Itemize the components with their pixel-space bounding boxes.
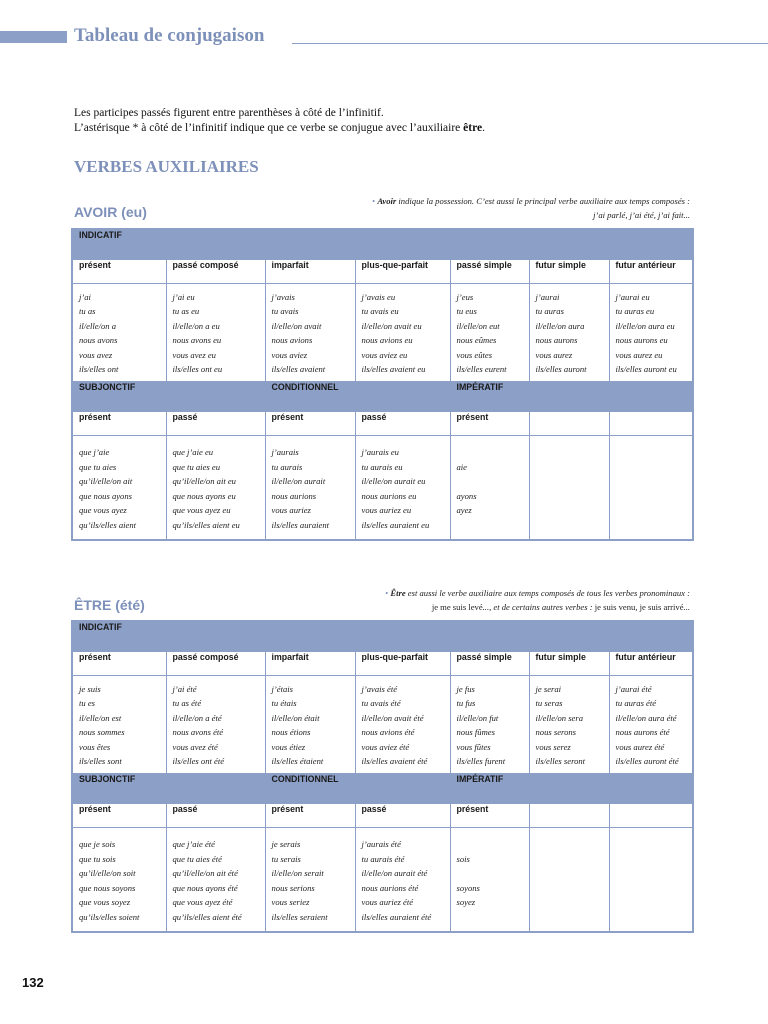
tense-label: passé composé [166,259,265,283]
tense-label: passé [355,804,450,828]
conjugated-form: que nous soyons [79,882,136,893]
tense-label: imparfait [265,259,355,283]
conjugated-form: j’ai [79,291,91,302]
conjugated-form: il/elle/on aura [535,320,585,331]
empty-cell [609,382,693,412]
conjugated-form: tu aurais eu [361,461,403,472]
tense-label: passé [355,412,450,436]
conjugated-form: vous avez été [172,741,218,752]
conjugated-form: nous aurons [535,335,578,346]
conjugated-form: il/elle/on a été [172,712,222,723]
conjugated-form: qu’ils/elles soient [79,912,140,923]
conjugated-form: que tu aies eu [172,461,220,472]
conjugated-form: que nous ayons eu [172,490,236,501]
conjugated-form: que vous ayez eu [172,505,231,516]
conjugated-form: nous aurons été [615,727,670,738]
forms-cell [166,675,265,774]
conjugated-form: que vous ayez été [172,897,233,908]
conjugated-form: il/elle/on aurait eu [361,476,426,487]
tense-label: imparfait [265,651,355,675]
forms-cell [609,675,693,774]
conjugated-form: qu’il/elle/on soit [79,868,136,879]
conjugated-form: ils/elles avaient été [361,756,428,767]
conjugated-form: que j’aie eu [172,447,214,458]
tense-label: futur simple [529,259,609,283]
conjugated-form: que j’aie [79,447,110,458]
avoir-note-bold: Avoir [377,196,397,206]
conjugated-form: nous avons été [172,727,224,738]
conjugated-form: tu étais [271,698,297,709]
forms-cell [529,675,609,774]
forms-cell [72,675,166,774]
empty-cell [529,828,609,932]
conjugated-form: aie [456,461,467,472]
conjugated-form: tu avais [271,306,299,317]
conjugated-form: que vous soyez [79,897,131,908]
intro-line-2-end: . [482,122,485,134]
tense-label: présent [450,412,529,436]
conjugated-form: tu aurais été [361,853,405,864]
conjugated-form: ils/elles sont [79,756,122,767]
forms-cell [450,436,529,540]
etre-note-bold: Être [390,588,406,598]
conjugated-form: ils/elles avaient [271,364,326,375]
forms-row [72,828,693,932]
conjugated-form: tu seras [535,698,563,709]
conjugated-form: il/elle/on avait été [361,712,424,723]
conjugated-form: que je sois [79,839,116,850]
conjugated-form: vous auriez été [361,897,414,908]
forms-cell [72,283,166,382]
conjugated-form: ils/elles étaient [271,756,324,767]
forms-row [72,283,693,382]
conjugated-form: tu fus [456,698,476,709]
conjugated-form: vous aurez [535,349,573,360]
header-rule [292,43,768,44]
conjugated-form: que tu sois [79,853,116,864]
forms-cell [355,675,450,774]
empty-cell [529,382,609,412]
conjugated-form: nous sommes [79,727,125,738]
forms-cell [72,828,166,932]
conjugated-form: sois [456,853,470,864]
etre-note-example-1: je me suis levé [431,602,483,612]
conjugated-form: tu as [79,306,96,317]
conjugation-table-etre [71,620,694,933]
conjugated-form: j’étais [271,683,293,694]
tense-label: présent [265,804,355,828]
conjugated-form: j’aurai eu [615,291,650,302]
conjugated-form: ils/elles auraient eu [361,520,430,531]
forms-cell [166,436,265,540]
conjugated-form: nous avions été [361,727,415,738]
conjugated-form: qu’il/elle/on ait [79,476,133,487]
conjugated-form: que nous ayons été [172,882,238,893]
avoir-note [372,194,690,222]
conjugated-form: nous fûmes [456,727,495,738]
empty-cell [609,436,693,540]
forms-cell [166,283,265,382]
avoir-note-text: indique la possession. C’est aussi le principal verbe auxiliaire aux temps composés : [396,196,690,206]
tense-label: passé simple [450,651,529,675]
conjugated-form: il/elle/on a eu [172,320,220,331]
forms-cell [265,283,355,382]
etre-note-example-2: je suis venu, je suis arrivé [594,602,684,612]
conjugated-form: tu auras eu [615,306,655,317]
conjugated-form: vous serez [535,741,571,752]
conjugated-form [457,910,525,925]
conjugated-form: que vous ayez [79,505,127,516]
group-header-row [72,621,693,651]
conjugation-table-avoir [71,228,694,541]
conjugated-form: tu as eu [172,306,200,317]
conjugated-form: j’aurais été [361,839,401,850]
conjugated-form: j’ai été [172,683,197,694]
conjugated-form: nous avions [271,335,313,346]
conjugated-form: je serai [535,683,562,694]
conjugated-form: tu aurais [271,461,303,472]
conjugated-form: j’ai eu [172,291,195,302]
group-header-row [72,229,693,259]
group-header-row [72,774,693,804]
forms-cell [355,283,450,382]
tense-label: futur simple [529,651,609,675]
empty-cell [609,804,693,828]
empty-cell [609,412,693,436]
conjugated-form: il/elle/on a [79,320,116,331]
tense-header-row [72,412,693,436]
conjugated-form: je serais [271,839,301,850]
tense-header-row [72,259,693,283]
conjugated-form: tu es [79,698,95,709]
conjugated-form [457,474,525,489]
forms-cell [72,436,166,540]
conjugated-form: qu’il/elle/on ait eu [172,476,236,487]
tense-label: présent [72,804,166,828]
conjugated-form: il/elle/on avait eu [361,320,422,331]
conjugated-form: il/elle/on aura été [615,712,677,723]
conjugated-form: nous eûmes [456,335,497,346]
tense-label: futur antérieur [609,651,693,675]
conjugated-form: vous auriez [271,505,311,516]
conjugated-form: tu as été [172,698,202,709]
conjugated-form: ayez [456,505,472,516]
conjugated-form: ils/elles furent [456,756,506,767]
conjugated-form: ils/elles seraient [271,912,328,923]
conjugated-form: ils/elles ont eu [172,364,223,375]
conjugated-form: j’aurai été [615,683,652,694]
conjugated-form: il/elle/on fut [456,712,499,723]
etre-note-line-1 [385,586,690,600]
conjugated-form: il/elle/on est [79,712,122,723]
etre-note-text: est aussi le verbe auxiliaire aux temps composés de tous les verbes pronominaux : [405,588,690,598]
tense-label: présent [72,412,166,436]
conjugated-form: vous aurez été [615,741,665,752]
conjugated-form: soyons [456,882,480,893]
forms-row [72,436,693,540]
conjugated-form: ils/elles auraient [271,520,330,531]
conjugated-form: ils/elles auront été [615,756,679,767]
conjugated-form: nous avions eu [361,335,413,346]
conjugated-form: ils/elles ont [79,364,119,375]
forms-row [72,675,693,774]
forms-cell [265,828,355,932]
group-header-row [72,382,693,412]
section-title: VERBES AUXILIAIRES [74,157,259,176]
forms-cell [450,283,529,382]
tense-label: passé composé [166,651,265,675]
conjugated-form: que tu aies été [172,853,222,864]
group-header-subjonctif: SUBJONCTIF [72,774,265,804]
conjugated-form: ils/elles ont été [172,756,225,767]
etre-note-text-2: ..., et de certains autres verbes : [482,602,595,612]
forms-cell [609,283,693,382]
conjugated-form: tu auras été [615,698,657,709]
conjugated-form: il/elle/on aura eu [615,320,675,331]
tense-header-row [72,804,693,828]
conjugated-form: ils/elles seront [535,756,586,767]
conjugated-form: vous aviez [271,349,308,360]
tense-label: plus-que-parfait [355,259,450,283]
conjugated-form: vous fûtes [456,741,491,752]
forms-cell [265,675,355,774]
conjugated-form: j’avais eu [361,291,396,302]
tense-label: présent [265,412,355,436]
conjugated-form: tu avais eu [361,306,399,317]
conjugated-form: nous aurions [271,490,317,501]
conjugated-form: j’aurais eu [361,447,399,458]
forms-cell [265,436,355,540]
empty-cell [609,774,693,804]
conjugated-form: nous avons eu [172,335,222,346]
avoir-note-examples: j’ai parlé, j’ai été, j’ai fait... [593,210,690,220]
tense-header-row [72,651,693,675]
tense-label: plus-que-parfait [355,651,450,675]
conjugated-form: ils/elles avaient eu [361,364,426,375]
verb-title-etre: ÊTRE (été) [74,597,145,613]
empty-cell [529,412,609,436]
group-header-indicatif: INDICATIF [72,621,693,651]
conjugated-form: ils/elles auront eu [615,364,677,375]
conjugated-form: il/elle/on était [271,712,320,723]
forms-cell [355,828,450,932]
page-number: 132 [22,975,44,990]
conjugated-form: qu’il/elle/on ait été [172,868,238,879]
conjugated-form: j’aurais [271,447,299,458]
conjugated-form: qu’ils/elles aient été [172,912,242,923]
conjugated-form: j’avais été [361,683,398,694]
etre-note-ellipsis: ... [683,602,690,612]
conjugated-form: il/elle/on aurait été [361,868,428,879]
conjugated-form: vous aviez eu [361,349,408,360]
conjugated-form [457,866,525,881]
conjugated-form: il/elle/on eut [456,320,500,331]
verb-title-avoir: AVOIR (eu) [74,204,147,220]
forms-cell [450,828,529,932]
conjugated-form: vous aurez eu [615,349,663,360]
intro-text [74,106,485,136]
avoir-note-line-2 [372,208,690,222]
conjugated-form: vous étiez [271,741,306,752]
group-header-imperatif: IMPÉRATIF [450,774,529,804]
conjugated-form: j’aurai [535,291,560,302]
etre-note-line-2 [385,600,690,614]
conjugated-form: ils/elles eurent [456,364,507,375]
tense-label: passé [166,804,265,828]
conjugated-form: vous eûtes [456,349,493,360]
forms-cell [450,675,529,774]
conjugated-form: vous êtes [79,741,111,752]
bullet-icon: • [385,588,389,598]
conjugated-form: vous auriez eu [361,505,412,516]
forms-cell [355,436,450,540]
group-header-indicatif: INDICATIF [72,229,693,259]
bullet-icon: • [372,196,376,206]
conjugated-form: soyez [456,897,476,908]
conjugated-form: qu’ils/elles aient [79,520,137,531]
conjugated-form: nous serons [535,727,577,738]
conjugated-form: j’eus [456,291,474,302]
conjugated-form: nous étions [271,727,311,738]
conjugated-form: nous avons [79,335,118,346]
conjugated-form: tu eus [456,306,477,317]
intro-line-1: Les participes passés figurent entre parenthèses à côté de l’infinitif. [74,107,384,119]
page-title: Tableau de conjugaison [74,25,265,46]
conjugated-form: il/elle/on sera [535,712,583,723]
conjugated-form [457,837,525,852]
tense-label: présent [72,259,166,283]
empty-cell [609,828,693,932]
empty-cell [529,436,609,540]
conjugated-form: vous avez [79,349,113,360]
conjugated-form: j’avais [271,291,295,302]
tense-label: présent [450,804,529,828]
conjugated-form: je suis [79,683,101,694]
conjugated-form: nous aurons eu [615,335,668,346]
empty-cell [529,804,609,828]
group-header-imperatif: IMPÉRATIF [450,382,529,412]
conjugated-form: je fus [456,683,475,694]
forms-cell [529,283,609,382]
conjugated-form: nous aurions eu [361,490,417,501]
intro-line-2 [74,121,485,136]
group-header-conditionnel: CONDITIONNEL [265,382,450,412]
conjugated-form [457,445,525,460]
intro-line-2-bold: être [463,122,483,134]
tense-label: présent [72,651,166,675]
conjugated-form: il/elle/on serait [271,868,324,879]
header-bar-left [0,31,67,43]
conjugated-form: ils/elles auraient été [361,912,432,923]
group-header-conditionnel: CONDITIONNEL [265,774,450,804]
conjugated-form: que nous ayons [79,490,132,501]
conjugated-form: il/elle/on avait [271,320,322,331]
tense-label: passé simple [450,259,529,283]
conjugated-form: tu avais été [361,698,401,709]
conjugated-form: vous seriez [271,897,310,908]
conjugated-form: il/elle/on aurait [271,476,326,487]
conjugated-form: ayons [456,490,477,501]
conjugated-form: tu auras [535,306,564,317]
tense-label: futur antérieur [609,259,693,283]
intro-line-2-text: L’astérisque * à côté de l’infinitif indique que ce verbe se conjugue avec l’auxiliaire [74,122,464,134]
conjugated-form: nous aurions été [361,882,419,893]
conjugated-form: tu serais [271,853,301,864]
conjugated-form: que tu aies [79,461,117,472]
avoir-note-line-1 [372,194,690,208]
conjugated-form: qu’ils/elles aient eu [172,520,240,531]
forms-cell [166,828,265,932]
tense-label: passé [166,412,265,436]
group-header-subjonctif: SUBJONCTIF [72,382,265,412]
conjugated-form: vous aviez été [361,741,410,752]
conjugated-form: que j’aie été [172,839,215,850]
empty-cell [529,774,609,804]
conjugated-form: nous serions [271,882,315,893]
conjugated-form [457,518,525,533]
conjugated-form: vous avez eu [172,349,216,360]
etre-note [385,586,690,614]
conjugated-form: ils/elles auront [535,364,587,375]
